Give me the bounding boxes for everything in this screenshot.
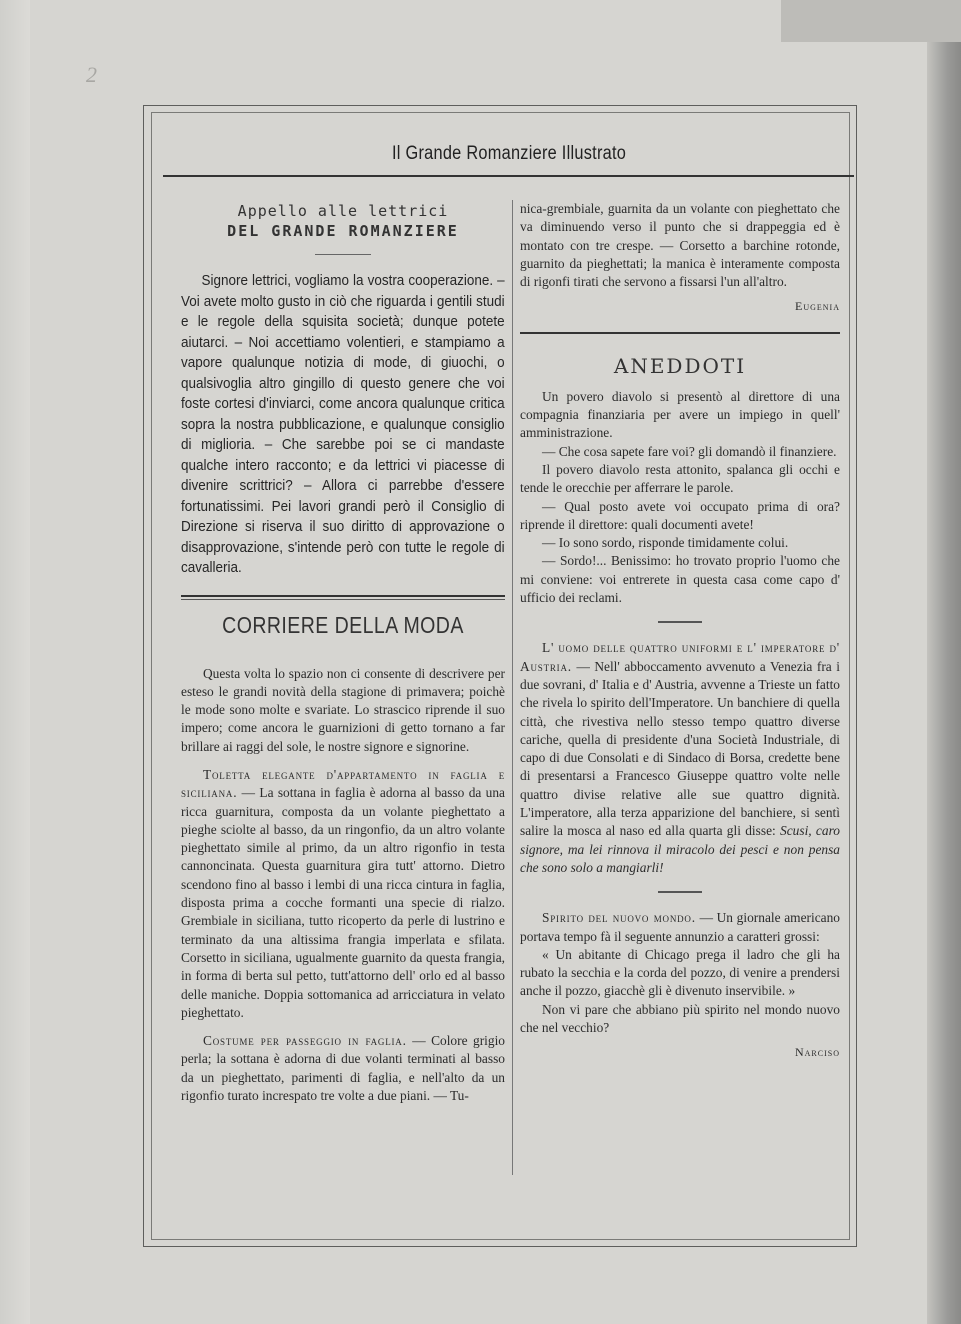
aneddoto-2-heading: L' uomo delle quattro uniformi e l' imperatore d' Austria. bbox=[520, 640, 840, 674]
left-column bbox=[181, 198, 505, 1105]
moda-signature: Eugenia bbox=[795, 299, 840, 314]
costume-paragraph bbox=[181, 1032, 505, 1105]
aneddoti-signature: Narciso bbox=[794, 1045, 840, 1060]
section-rule bbox=[181, 595, 505, 600]
costume-continuation: nica-grembiale, guarnita da un volante con pieghettato che va diminuendo verso il punto che si drappeggia ed è montato con tre crespe. — Corsetto a barchine rotonde, guarnito da pieghettati; la manica è interamente composta di rigonfi tirati che servono a fissarsi l'un all'altro. bbox=[520, 201, 840, 290]
aneddoto-1-p3: Il povero diavolo resta attonito, spalanca gli occhi e tende le orecchie per afferrare le parole. bbox=[520, 461, 840, 496]
aneddoto-3-close: Non vi pare che abbiano più spirito nel mondo nuovo che nel vecchio? bbox=[520, 1001, 840, 1035]
header-rule bbox=[163, 175, 854, 177]
aneddoto-1-p4: — Qual posto avete voi occupato prima di ora? riprende il direttore: quali documenti avete! bbox=[520, 498, 840, 532]
toletta-heading: Toletta elegante d'appartamento in faglia e siciliana. bbox=[181, 766, 505, 801]
separator bbox=[658, 891, 702, 893]
aneddoto-3-text: — Un giornale americano portava tempo fà il seguente annunzio a caratteri grossi: bbox=[520, 910, 840, 944]
aneddoto-3-quote: « Un abitante di Chicago prega il ladro che gli ha rubato la secchia e la corda del pozzo, di venire a prendersi anche il pozzo, giacchè gli è divenuto inservibile. » bbox=[520, 946, 840, 999]
right-column bbox=[520, 200, 840, 1062]
moda-continuation bbox=[520, 200, 840, 316]
scan-margin-right bbox=[927, 0, 961, 1324]
scan-margin-left bbox=[0, 0, 30, 1324]
toletta-paragraph bbox=[181, 766, 505, 1022]
aneddoto-1-p2: — Che cosa sapete fare voi? gli domandò il finanziere. bbox=[542, 443, 837, 459]
aneddoto-1-p6: — Sordo!... Benissimo: ho trovato proprio l'uomo che mi conviene: voi entrerete in questa casa come capo d' ufficio dei reclami. bbox=[520, 553, 840, 606]
section-rule-right bbox=[520, 332, 840, 334]
aneddoto-2 bbox=[520, 639, 840, 877]
moda-body bbox=[181, 665, 505, 1106]
page-number: 2 bbox=[86, 62, 97, 87]
aneddoto-1-p1: Un povero diavolo si presentò al direttore di una compagnia finanziaria per avere un impiego in quell' amministrazione. bbox=[520, 388, 840, 441]
moda-intro: Questa volta lo spazio non ci consente di descrivere per esteso le grandi novità della stagione di primavera; poichè le mode sono molte e svariate. Lo strascico riprende il suo impero; come ancora le guarnizioni di getto tornano a far brillare ai raggi del sole, le nostre signore e signorine. bbox=[181, 665, 505, 754]
aneddoto-3-heading: Spirito del nuovo mondo. bbox=[542, 910, 696, 926]
aneddoti-title: ANEDDOTI bbox=[613, 353, 747, 378]
running-head: Il Grande Romanziere Illustrato bbox=[392, 143, 627, 164]
appello-text: Signore lettrici, vogliamo la vostra cooperazione. – Voi avete molto gusto in ciò che riguarda i gentili studi e le regole della squisita società; dunque potete aiutarci. – Noi accettiamo volentieri, e stampiamo a vapore qualunque notizia di mode, di giuochi, o qualsivoglia altro gingillo di questo genere che voi foste cortesi d'inviarci, come ancora qualunque critica sopra la nostra pubblicazione, e qualunque consiglio di miglioria. – Che sarebbe poi se ci mandaste qualche intero racconto; e da lettrici vi piacesse di divenire scrittrici? – Allora ci parrebbe d'essere fortunatissimi. Pei lavori grandi però il Consiglio di Direzione si riserva il suo diritto di approvazione o disapprovazione, s'intende però con tutte le regole di cavalleria. bbox=[181, 273, 505, 576]
separator bbox=[315, 254, 371, 255]
column-divider bbox=[512, 200, 513, 1175]
aneddoti-body bbox=[520, 388, 840, 1062]
aneddoto-2-text: — Nell' abboccamento avvenuto a Venezia fra i due sovrani, d' Italia e d' Austria, avvenne a Trieste un fatto che rivela lo spirito dell'Imperatore. Un banchiere di quella città, che rivestiva nello stesso tempo quattro diverse cariche, quella di presidente d'una Società Industriale, di capo di due Consolati e di Sindaco di Borsa, credette bene di presentarsi a Francesco Giuseppe quattro volte nelle quattro divise relative alle sue quattro dignità. L'imperatore, alla terza apparizione del banchiere, si sentì salire la mosca al naso ed alla quarta gli disse: bbox=[520, 658, 840, 839]
separator bbox=[658, 621, 702, 623]
appello-title: Appello alle lettrici bbox=[237, 202, 449, 220]
aneddoto-1-p5: — Io sono sordo, risponde timidamente colui. bbox=[542, 535, 789, 551]
toletta-text: — La sottana in faglia è adorna al basso da una ricca guarnitura, composta da un volante pieghettato a pieghe sciolte al basso, da un ringonfio, da un altro volante pieghettato simile al primo, da un altro rigonfio in testa cannoncinata. Questa guarnitura gira tutt' attorno. Dietro scendono fino al basso i lembi di una ricca cintura in faglia, disposta prima a cocche formanti una specie di rialzo. Grembiale in siciliana, tutto ricoperto da perle di lustrino e terminato da una altissima frangia imperlata e sfilata. Corsetto in siciliana, ugualmente guarnito da questa frangia, in forma di berta sul petto, tutt'attorno dell' orlo ed al basso delle maniche. Doppia sottomanica ad arricciatura in velato pieghettato. bbox=[181, 785, 505, 1020]
costume-heading: Costume per passeggio in faglia. bbox=[203, 1033, 407, 1049]
aneddoto-2-quote: Scusi, caro signore, ma lei rinnova il miracolo dei pesci e non pensa che sono solo a mangiarli! bbox=[520, 823, 840, 875]
moda-title: CORRIERE DELLA MODA bbox=[222, 611, 464, 638]
aneddoto-3 bbox=[520, 909, 840, 946]
costume-text: — Colore grigio perla; la sottana è adorna di due volanti terminati al basso da un pieghettato, parimenti di faglia, e nell'alto da un rigonfio turato increspato tre volte a due piani. — Tu- bbox=[181, 1033, 505, 1104]
appello-subtitle: DEL GRANDE ROMANZIERE bbox=[227, 222, 459, 240]
scan-corner bbox=[781, 0, 961, 42]
